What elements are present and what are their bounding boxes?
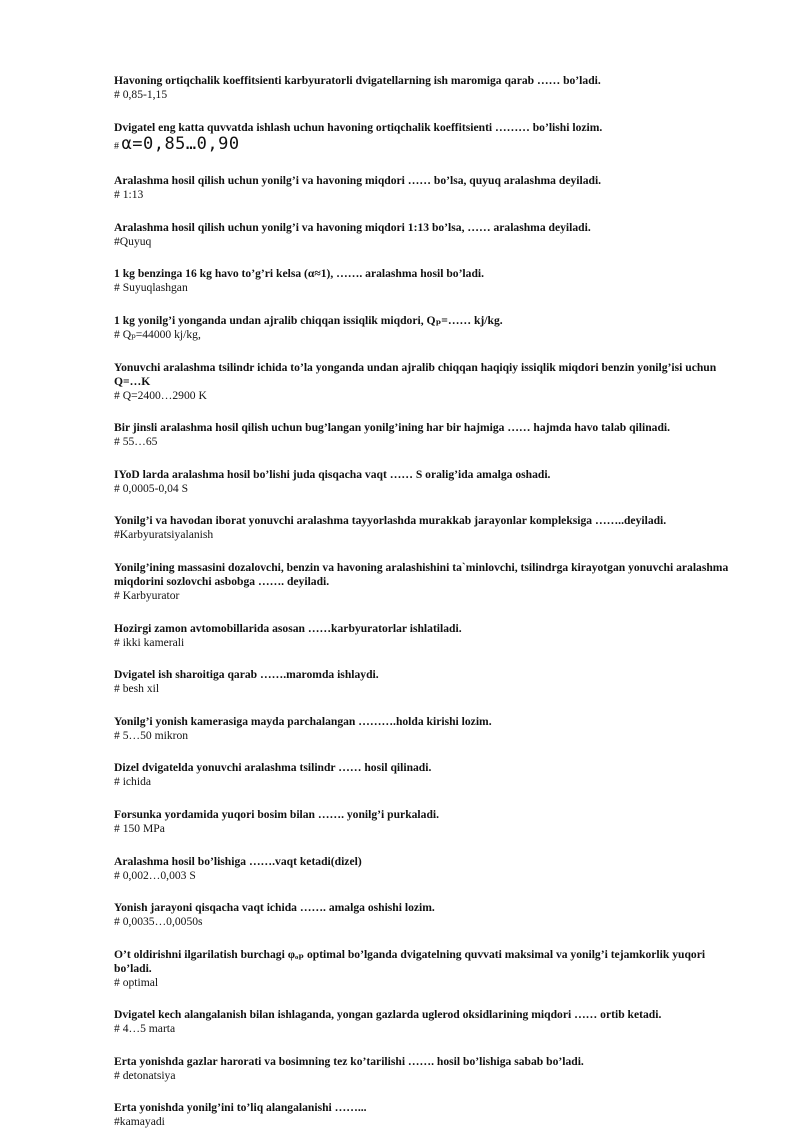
qa-item: [114, 514, 744, 542]
qa-item: [114, 221, 744, 249]
answer: # Qₚ=44000 kj/kg,: [114, 327, 201, 341]
qa-item: [114, 468, 744, 496]
qa-item: [114, 668, 744, 696]
answer: # ikki kamerali: [114, 635, 185, 649]
question: Dizel dvigatelda yonuvchi aralashma tsilindr …… hosil qilinadi.: [114, 761, 432, 775]
answer: # Suyuqlashgan: [114, 281, 188, 295]
question: Erta yonishda yonilg’ini to’liq alangalanishi ……...: [114, 1101, 367, 1115]
qa-item: [114, 121, 744, 156]
answer: #kamayadi: [114, 1115, 165, 1129]
question: Hozirgi zamon avtomobillarida asosan ……karbyuratorlar ishlatiladi.: [114, 621, 462, 635]
answer-prefix: #: [114, 140, 119, 152]
question: Bir jinsli aralashma hosil qilish uchun bug’langan yonilg’ining har bir hajmiga …… hajmda havo talab qilinadi.: [114, 421, 671, 435]
answer: #Karbyuratsiyalanish: [114, 528, 214, 542]
question: Aralashma hosil bo’lishiga …….vaqt ketadi(dizel): [114, 854, 362, 868]
qa-item: [114, 74, 744, 102]
question: 1 kg benzinga 16 kg havo to’g’ri kelsa (α≈1), ……. aralashma hosil bo’ladi.: [114, 267, 485, 281]
answer: # ichida: [114, 775, 152, 789]
qa-item: [114, 314, 744, 342]
qa-item: [114, 715, 744, 743]
answer: # 1:13: [114, 188, 144, 202]
qa-item: [114, 901, 744, 929]
question: Yonilg’i yonish kamerasiga mayda parchalangan ……….holda kirishi lozim.: [114, 714, 492, 728]
answer: # besh xil: [114, 682, 160, 696]
answer: # 0,002…0,003 S: [114, 868, 196, 882]
qa-item: [114, 361, 744, 403]
answer: # 55…65: [114, 435, 158, 449]
question: Erta yonishda gazlar harorati va bosimning tez ko’tarilishi ……. hosil bo’lishiga sabab bo’ladi.: [114, 1054, 584, 1068]
qa-item: [114, 622, 744, 650]
answer: # 0,85-1,15: [114, 88, 168, 101]
answer: # optimal: [114, 975, 159, 989]
document-page: [114, 74, 744, 1148]
answer: # 5…50 mikron: [114, 728, 189, 742]
question: Dvigatel eng katta quvvatda ishlash uchun havoning ortiqchalik koeffitsienti ……… bo’lishi lozim.: [114, 120, 603, 134]
qa-item: [114, 808, 744, 836]
question: O’t oldirishni ilgarilatish burchagi φₒₚ optimal bo’lganda dvigatelning quvvati maksimal va yonilg’i tejamkorlik yuqori bo’ladi.: [114, 947, 706, 975]
answer: # 0,0005-0,04 S: [114, 481, 189, 495]
question: Yonilg’i va havodan iborat yonuvchi aralashma tayyorlashda murakkab jarayonlar kompleksiga ……..deyiladi.: [114, 514, 667, 528]
qa-item: [114, 174, 744, 202]
question: IYoD larda aralashma hosil bo’lishi juda qisqacha vaqt …… S oralig’ida amalga oshadi.: [114, 467, 551, 481]
qa-item: [114, 267, 744, 295]
answer: # 4…5 marta: [114, 1022, 176, 1036]
qa-item: [114, 855, 744, 883]
question: Dvigatel ish sharoitiga qarab …….maromda ishlaydi.: [114, 668, 379, 682]
answer-formula: α=0,85…0,90: [121, 133, 240, 154]
question: Forsunka yordamida yuqori bosim bilan ……. yonilg’i purkaladi.: [114, 807, 440, 821]
answer: # 0,0035…0,0050s: [114, 915, 203, 929]
qa-item: [114, 761, 744, 789]
qa-item: [114, 1008, 744, 1036]
qa-item: [114, 561, 744, 603]
qa-item: [114, 948, 744, 990]
question: Aralashma hosil qilish uchun yonilg’i va havoning miqdori …… bo’lsa, quyuq aralashma deyiladi.: [114, 174, 602, 188]
question: Aralashma hosil qilish uchun yonilg’i va havoning miqdori 1:13 bo’lsa, …… aralashma deyiladi.: [114, 220, 591, 234]
answer: #Quyuq: [114, 234, 152, 248]
question: 1 kg yonilg’i yonganda undan ajralib chiqqan issiqlik miqdori, Qₚ=…… kj/kg.: [114, 313, 503, 327]
answer: # Q=2400…2900 K: [114, 388, 207, 402]
qa-item: [114, 1101, 744, 1129]
answer: # 150 MPa: [114, 821, 165, 835]
question: Yonish jarayoni qisqacha vaqt ichida ……. amalga oshishi lozim.: [114, 901, 435, 915]
answer: # detonatsiya: [114, 1068, 176, 1082]
answer: # Karbyurator: [114, 588, 180, 602]
qa-item: [114, 1055, 744, 1083]
answer: [114, 135, 744, 156]
question: Yonuvchi aralashma tsilindr ichida to’la yonganda undan ajralib chiqqan haqiqiy issiqlik miqdori benzin yonilg’isi uchun Q=…K: [114, 360, 717, 388]
question: Yonilg’ining massasini dozalovchi, benzin va havoning aralashishini ta`minlovchi, tsilindrga kirayotgan yonuvchi aralashma miqdorini sozlovchi asbobga ……. deyiladi.: [114, 560, 729, 588]
qa-item: [114, 421, 744, 449]
question: Havoning ortiqchalik koeffitsienti karbyuratorli dvigatellarning ish maromiga qarab …… bo’ladi.: [114, 74, 601, 87]
question: Dvigatel kech alangalanish bilan ishlaganda, yongan gazlarda uglerod oksidlarining miqdori …… ortib ketadi.: [114, 1008, 662, 1022]
